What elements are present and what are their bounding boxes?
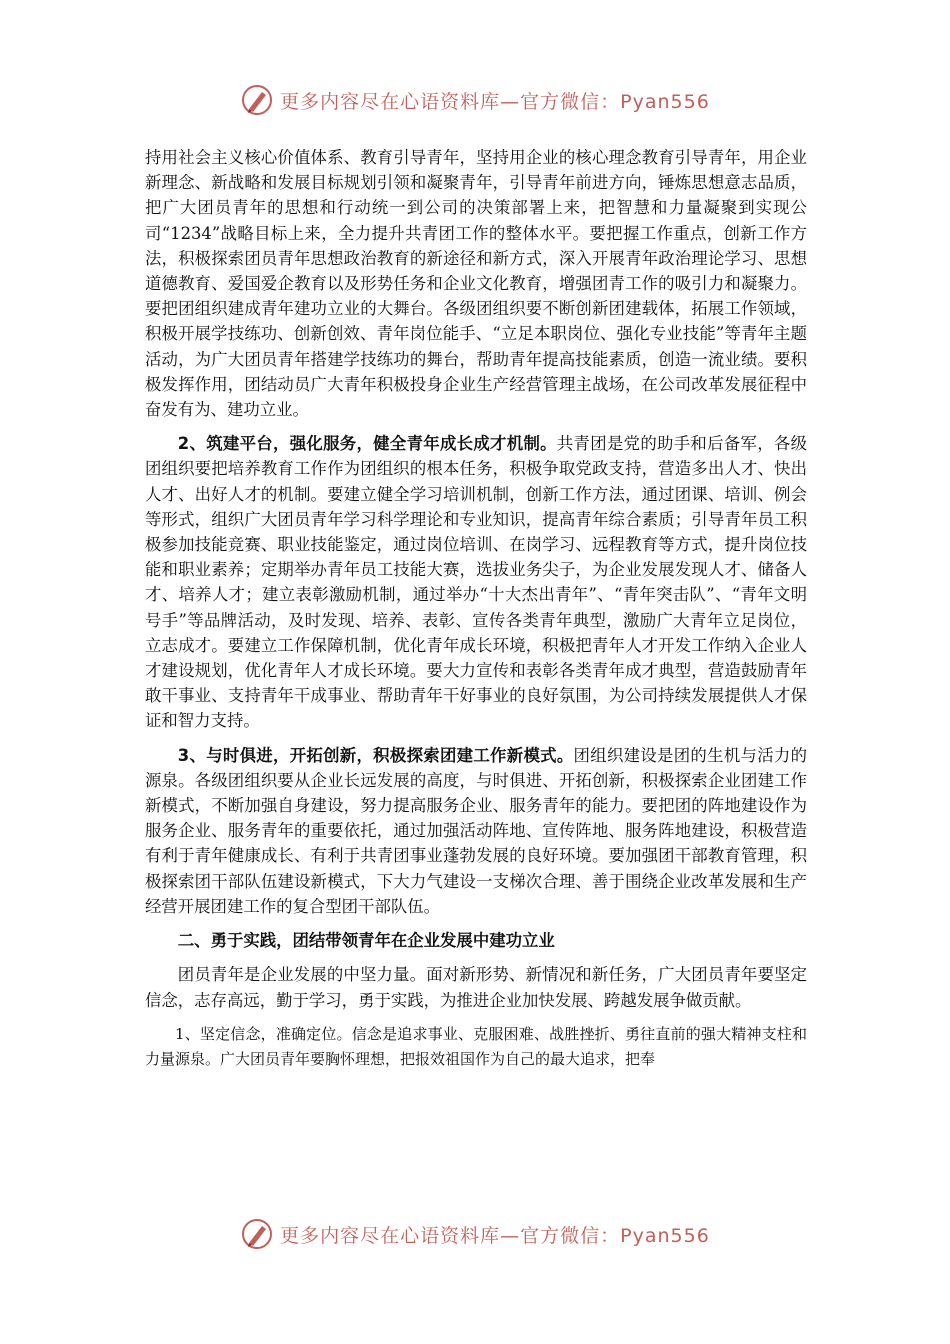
paragraph-1: 持用社会主义核心价值体系、教育引导青年，坚持用企业的核心理念教育引导青年，用企业新理念、新战略和发展目标规划引领和凝聚青年，引导青年前进方向，锤炼思想意志品质，把广大团员青年的思想和行动统一到公司的决策部署上来，把智慧和力量凝聚到实现公司“1234”战略目标上来，全力提升共青团工作的整体水平。要把握工作重点，创新工作方法，积极探索团员青年思想政治教育的新途径和新方式，深入开展青年政治理论学习、思想道德教育、爱国爱企教育以及形势任务和企业文化教育，增强团青工作的吸引力和凝聚力。要把团组织建成青年建功立业的大舞台。各级团组织要不断创新团建载体，拓展工作领域，积极开展学技练功、创新创效、青年岗位能手、“立足本职岗位、强化专业技能”等青年主题活动，为广大团员青年搭建学技练功的舞台，帮助青年提高技能素质，创造一流业绩。要积极发挥作用，团结动员广大青年积极投身企业生产经营管理主战场，在公司改革发展征程中奋发有为、建功立业。: [145, 148, 807, 420]
document-body: [145, 145, 807, 1081]
paragraph-3-heading: 3、与时俱进，开拓创新，积极探索团建工作新模式。: [177, 745, 574, 765]
pen-logo-icon: [240, 1217, 274, 1251]
header-banner: [0, 80, 950, 120]
pen-logo-icon: [240, 83, 274, 117]
paragraph-3-body: 团组织建设是团的生机与活力的源泉。各级团组织要从企业长远发展的高度，与时俱进、开拓创新，积极探索企业团建工作新模式，不断加强自身建设，努力提高服务企业、服务青年的能力。要把团的阵地建设作为服务企业、服务青年的重要依托，通过加强活动阵地、宣传阵地、服务阵地建设，积极营造有利于青年健康成长、有利于共青团事业蓬勃发展的良好环境。要加强团干部教育管理，积极探索团干部队伍建设新模式，下大力气建设一支梯次合理、善于围绕企业改革发展和生产经营开展团建工作的复合型团干部队伍。: [145, 745, 808, 916]
banner-text: 更多内容尽在心语资料库—官方微信：Pyan556: [280, 1224, 710, 1247]
footer-banner: [0, 1214, 950, 1254]
paragraph-4: 团员青年是企业发展的中坚力量。面对新形势、新情况和新任务，广大团员青年要坚定信念，志存高远，勤于学习，勇于实践，为推进企业加快发展、跨越发展争做贡献。: [145, 965, 807, 1010]
paragraph-2: [145, 431, 807, 733]
paragraph-2-heading: 2、筑建平台，强化服务，健全青年成长成才机制。: [177, 434, 557, 454]
section-2-heading: 二、勇于实践，团结带领青年在企业发展中建功立业: [177, 931, 555, 951]
paragraph-3: [145, 743, 807, 919]
banner-text: 更多内容尽在心语资料库—官方微信：Pyan556: [280, 90, 710, 113]
paragraph-5: 1、坚定信念，准确定位。信念是追求事业、克服困难、战胜挫折、勇往直前的强大精神支柱和力量源泉。广大团员青年要胸怀理想，把报效祖国作为自己的最大追求，把奉: [145, 1024, 807, 1068]
paragraph-2-body: 共青团是党的助手和后备军，各级团组织要把培养教育工作作为团组织的根本任务，积极争取党政支持，营造多出人才、快出人才、出好人才的机制。要建立健全学习培训机制，创新工作方法，通过团课、培训、例会等形式，组织广大团员青年学习科学理论和专业知识，提高青年综合素质；引导青年员工积极参加技能竞赛、职业技能鉴定，通过岗位培训、在岗学习、远程教育等方式，提升岗位技能和职业素养；定期举办青年员工技能大赛，选拔业务尖子，为企业发展发现人才、储备人才、培养人才；建立表彰激励机制，通过举办“十大杰出青年”、“青年突击队”、“青年文明号手”等品牌活动，及时发现、培养、表彰、宣传各类青年典型，激励广大青年立足岗位，立志成才。要建立工作保障机制，优化青年成长环境，积极把青年人才开发工作纳入企业人才建设规划，优化青年人才成长环境。要大力宣传和表彰各类青年成才典型，营造鼓励青年敢干事业、支持青年干成事业、帮助青年干好事业的良好氛围，为公司持续发展提供人才保证和智力支持。: [145, 434, 808, 731]
